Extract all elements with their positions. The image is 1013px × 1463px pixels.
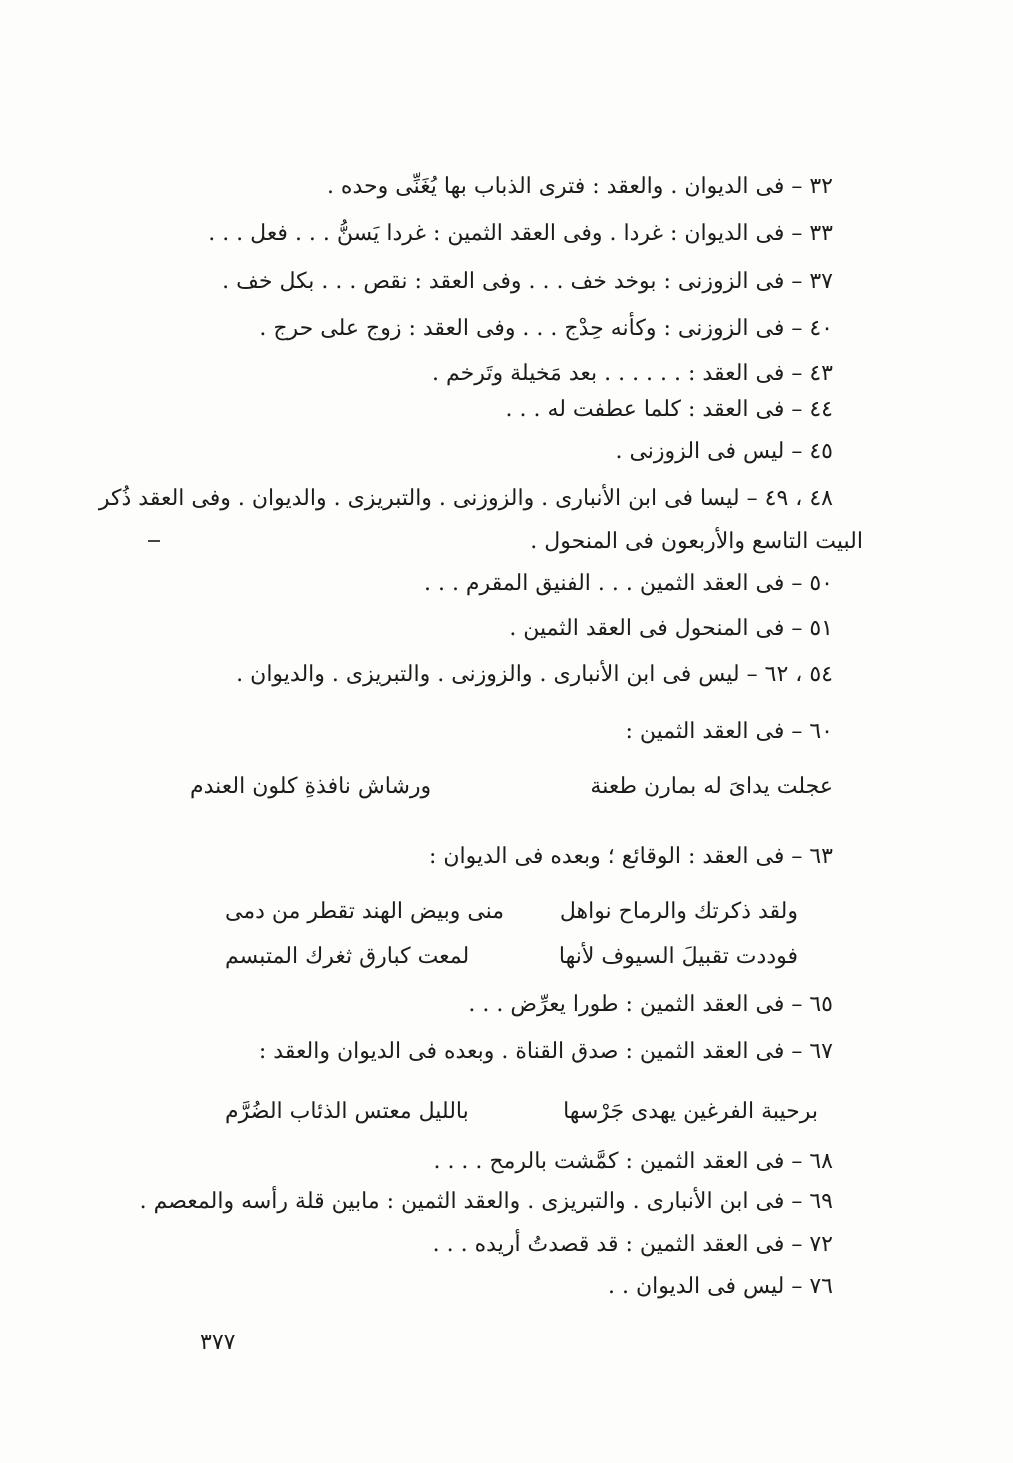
verse-63-b-first-hemistich: فوددت تقبيلَ السيوف لأنها xyxy=(558,944,798,969)
verse-67-first-hemistich: برحيبة الفرغين يهدى جَرْسها xyxy=(563,1099,818,1124)
verse-60-second-hemistich: ورشاش نافذةِ كلون العندم xyxy=(190,774,432,799)
note-50: ٥٠ – فى العقد الثمين . . . الفنيق المقرم . . . xyxy=(423,571,833,596)
note-44: ٤٤ – فى العقد : كلما عطفت له . . . xyxy=(505,397,833,422)
verse-67-second-hemistich: بالليل معتس الذئاب الضُرَّم xyxy=(225,1099,469,1124)
verse-63-a xyxy=(225,895,798,929)
note-54-62: ٥٤ ، ٦٢ – ليس فى ابن الأنبارى . والزوزنى . والتبريزى . والديوان . xyxy=(236,662,833,687)
note-68: ٦٨ – فى العقد الثمين : كمَّشت بالرمح . . . . xyxy=(433,1149,833,1174)
note-60: ٦٠ – فى العقد الثمين : xyxy=(625,719,833,744)
verse-60-first-hemistich: عجلت يداىَ له بمارن طعنة xyxy=(590,774,833,799)
note-65: ٦٥ – فى العقد الثمين : طورا يعرِّض . . . xyxy=(468,992,833,1017)
note-76: ٧٦ – ليس فى الديوان . . xyxy=(608,1274,833,1299)
note-72: ٧٢ – فى العقد الثمين : قد قصدتُ أريده . . . xyxy=(432,1232,833,1257)
verse-60 xyxy=(190,770,833,804)
note-48-49-cont: البيت التاسع والأربعون فى المنحول . xyxy=(530,529,863,554)
verse-63-b-second-hemistich: لمعت كبارق ثغرك المتبسم xyxy=(225,944,470,969)
note-32: ٣٢ – فى الديوان . والعقد : فترى الذباب بها يُغَنِّى وحده . xyxy=(326,174,833,199)
note-45: ٤٥ – ليس فى الزوزنى . xyxy=(615,439,833,464)
note-33: ٣٣ – فى الديوان : غردا . وفى العقد الثمين : غردا يَسنُّ . . . فعل . . . xyxy=(208,221,833,246)
note-67: ٦٧ – فى العقد الثمين : صدق القناة . وبعده فى الديوان والعقد : xyxy=(258,1039,833,1064)
note-48-49: ٤٨ ، ٤٩ – ليسا فى ابن الأنبارى . والزوزنى . والتبريزى . والديوان . وفى العقد ذُكر xyxy=(98,486,833,511)
note-37: ٣٧ – فى الزوزنى : بوخد خف . . . وفى العقد : نقص . . . بكل خف . xyxy=(222,269,833,294)
margin-dash xyxy=(148,540,160,542)
note-51: ٥١ – فى المنحول فى العقد الثمين . xyxy=(509,616,833,641)
verse-67 xyxy=(225,1095,818,1129)
note-40: ٤٠ – فى الزوزنى : وكأنه حِدْج . . . وفى العقد : زوج على حرج . xyxy=(259,316,833,341)
verse-63-b xyxy=(225,940,798,974)
page-number: ٣٧٧ xyxy=(200,1330,236,1355)
note-43: ٤٣ – فى العقد : . . . . . . بعد مَخيلة وتَرخم . xyxy=(432,361,833,386)
verse-63-a-first-hemistich: ولقد ذكرتك والرماح نواهل xyxy=(559,899,798,924)
note-63: ٦٣ – فى العقد : الوقائع ؛ وبعده فى الديوان : xyxy=(429,844,833,869)
verse-63-a-second-hemistich: منى وبيض الهند تقطر من دمى xyxy=(225,899,505,924)
note-69: ٦٩ – فى ابن الأنبارى . والتبريزى . والعقد الثمين : مابين قلة رأسه والمعصم . xyxy=(139,1189,833,1214)
